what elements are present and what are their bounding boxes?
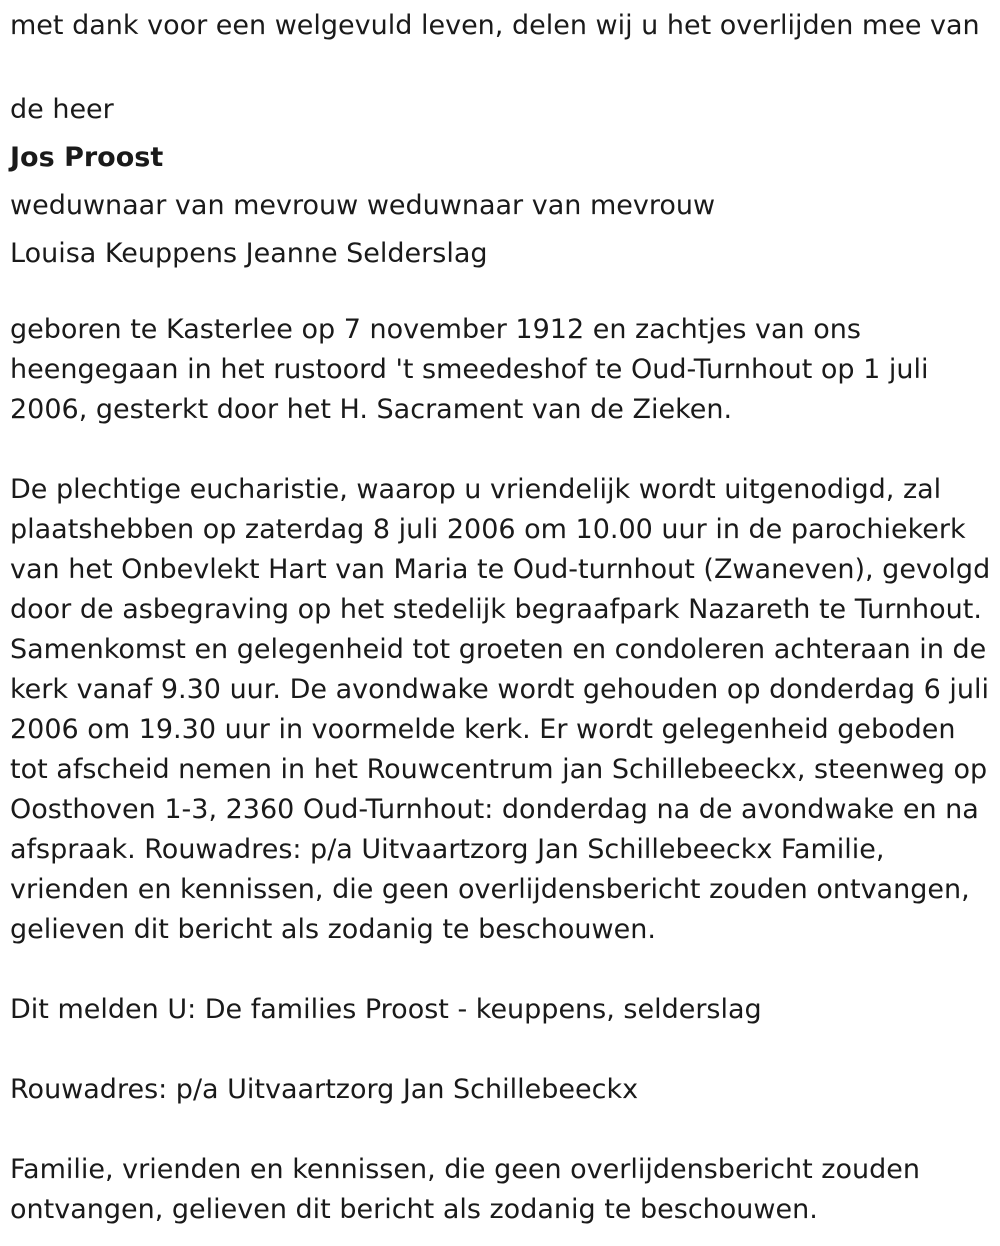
obituary-document xyxy=(10,6,991,1230)
paragraph-line: De plechtige eucharistie, waarop u vriendelijk wordt uitgenodigd, zal xyxy=(10,474,942,505)
paragraph-line: 2006, gesterkt door het H. Sacrament van de Zieken. xyxy=(10,394,733,425)
paragraph-line: Oosthoven 1-3, 2360 Oud-Turnhout: donderdag na de avondwake en na xyxy=(10,794,979,825)
paragraph-line: geboren te Kasterlee op 7 november 1912 en zachtjes van ons xyxy=(10,314,861,345)
paragraph-line: 2006 om 19.30 uur in voormelde kerk. Er wordt gelegenheid geboden xyxy=(10,714,956,745)
spacer xyxy=(10,1110,985,1150)
ceremony-paragraph xyxy=(10,470,991,950)
paragraph-line: kerk vanaf 9.30 uur. De avondwake wordt gehouden op donderdag 6 juli xyxy=(10,674,990,705)
spacer xyxy=(10,46,985,86)
paragraph-line: plaatshebben op zaterdag 8 juli 2006 om 10.00 uur in de parochiekerk xyxy=(10,514,966,545)
spouses-text: Louisa Keuppens Jeanne Selderslag xyxy=(10,238,488,269)
paragraph-line: afspraak. Rouwadres: p/a Uitvaartzorg Jan Schillebeeckx Familie, xyxy=(10,834,885,865)
deceased-name: Jos Proost xyxy=(10,142,164,173)
announced-by-text: Dit melden U: De families Proost - keuppens, selderslag xyxy=(10,994,762,1025)
closing-paragraph xyxy=(10,1150,985,1230)
relation-text: weduwnaar van mevrouw weduwnaar van mevrouw xyxy=(10,190,716,221)
paragraph-line: Familie, vrienden en kennissen, die geen overlijdensbericht zouden xyxy=(10,1154,920,1185)
paragraph-line: van het Onbevlekt Hart van Maria te Oud-turnhout (Zwaneven), gevolgd xyxy=(10,554,991,585)
paragraph-line: Samenkomst en gelegenheid tot groeten en condoleren achteraan in de xyxy=(10,634,987,665)
paragraph-line: gelieven dit bericht als zodanig te beschouwen. xyxy=(10,914,656,945)
paragraph-line: heengegaan in het rustoord 't smeedeshof te Oud-Turnhout op 1 juli xyxy=(10,354,929,385)
birth-death-paragraph xyxy=(10,310,985,430)
title-prefix: de heer xyxy=(10,94,114,125)
paragraph-line: vrienden en kennissen, die geen overlijdensbericht zouden ontvangen, xyxy=(10,874,970,905)
paragraph-line: ontvangen, gelieven dit bericht als zodanig te beschouwen. xyxy=(10,1194,818,1225)
paragraph-line: tot afscheid nemen in het Rouwcentrum jan Schillebeeckx, steenweg op xyxy=(10,754,988,785)
mourning-address-text: Rouwadres: p/a Uitvaartzorg Jan Schillebeeckx xyxy=(10,1074,639,1105)
intro-text: met dank voor een welgevuld leven, delen wij u het overlijden mee van xyxy=(10,10,980,41)
spacer xyxy=(10,1030,985,1070)
spacer xyxy=(10,430,985,470)
spacer xyxy=(10,950,985,990)
spacer xyxy=(10,278,985,310)
paragraph-line: door de asbegraving op het stedelijk begraafpark Nazareth te Turnhout. xyxy=(10,594,982,625)
